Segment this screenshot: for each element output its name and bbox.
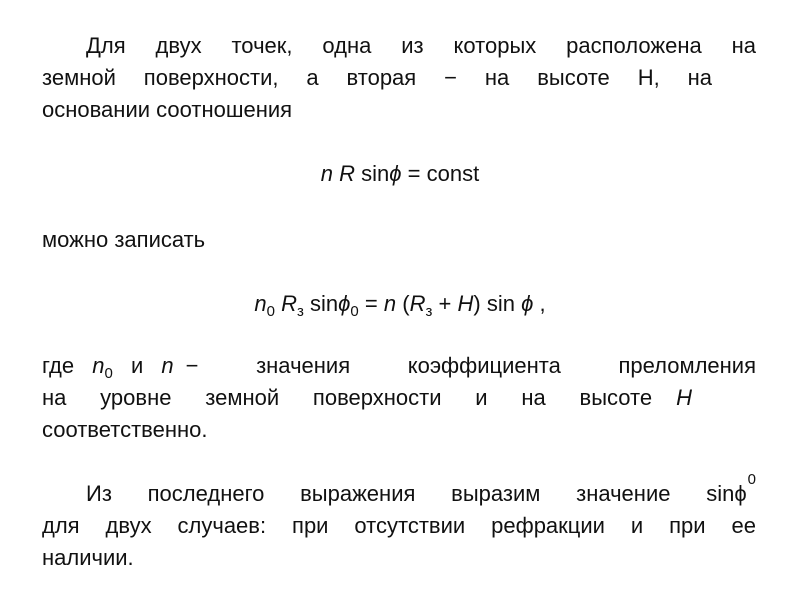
formula-symbol: R bbox=[409, 291, 426, 316]
formula-function: sin bbox=[310, 291, 339, 316]
formula-symbol: R bbox=[281, 291, 298, 316]
formula-operator: = bbox=[364, 291, 378, 316]
paragraph-3-lead bbox=[42, 352, 174, 380]
formula-symbol: n bbox=[92, 353, 105, 378]
formula-punctuation: , bbox=[539, 291, 546, 316]
formula-paren: ( bbox=[402, 291, 410, 316]
paragraph-3-line-3 bbox=[42, 416, 756, 444]
text: − значения коэффициента преломления bbox=[185, 353, 756, 378]
paragraph-3-line-2 bbox=[42, 384, 692, 412]
paragraph-2-line-1 bbox=[42, 226, 756, 254]
formula-symbol: H bbox=[676, 385, 692, 410]
formula-symbol: n bbox=[320, 161, 334, 186]
formula-symbol: ϕ bbox=[389, 161, 402, 186]
text: где bbox=[42, 353, 75, 378]
text: Из последнего выражения выразим значение sinϕ bbox=[86, 481, 747, 506]
text: для двух случаев: при отсутствии рефракции и при ее bbox=[42, 513, 756, 538]
formula-symbol: ϕ bbox=[338, 291, 351, 316]
formula-symbol: ϕ bbox=[521, 291, 534, 316]
formula-operator: + bbox=[438, 291, 452, 316]
formula-symbol: n bbox=[254, 291, 267, 316]
formula-2 bbox=[0, 290, 800, 318]
formula-symbol: n bbox=[161, 353, 174, 378]
formula-subscript: 0 bbox=[747, 471, 756, 488]
formula-1 bbox=[0, 160, 800, 188]
paragraph-4-line-2 bbox=[42, 512, 756, 540]
text: можно записать bbox=[42, 227, 206, 252]
text: основании соотношения bbox=[42, 97, 293, 122]
paragraph-1-line-1 bbox=[42, 32, 756, 60]
formula-symbol: n bbox=[383, 291, 397, 316]
formula-subscript: 0 bbox=[350, 303, 359, 320]
formula-subscript: 0 bbox=[104, 365, 113, 382]
paragraph-1-line-3 bbox=[42, 96, 756, 124]
text: наличии. bbox=[42, 545, 134, 570]
paragraph-3-line-1 bbox=[42, 352, 756, 380]
text: и bbox=[130, 353, 144, 378]
formula-paren: ) bbox=[473, 291, 481, 316]
formula-text: = const bbox=[407, 161, 480, 186]
text: земной поверхности, а вторая − на высоте Н, на bbox=[42, 65, 712, 90]
text: соответственно. bbox=[42, 417, 208, 442]
formula-symbol: H bbox=[457, 291, 474, 316]
paragraph-1-line-2 bbox=[42, 64, 712, 92]
paragraph-4-line-3 bbox=[42, 544, 756, 572]
formula-subscript: з bbox=[297, 303, 304, 320]
formula-subscript: 0 bbox=[266, 303, 276, 320]
paragraph-4-line-1 bbox=[42, 471, 756, 508]
text: на уровне земной поверхности и на высоте bbox=[42, 385, 653, 410]
formula-symbol: R bbox=[339, 161, 356, 186]
text: Для двух точек, одна из которых расположена на bbox=[86, 33, 756, 58]
formula-function: sin bbox=[486, 291, 515, 316]
formula-subscript: з bbox=[425, 303, 433, 320]
formula-function: sin bbox=[361, 161, 390, 186]
